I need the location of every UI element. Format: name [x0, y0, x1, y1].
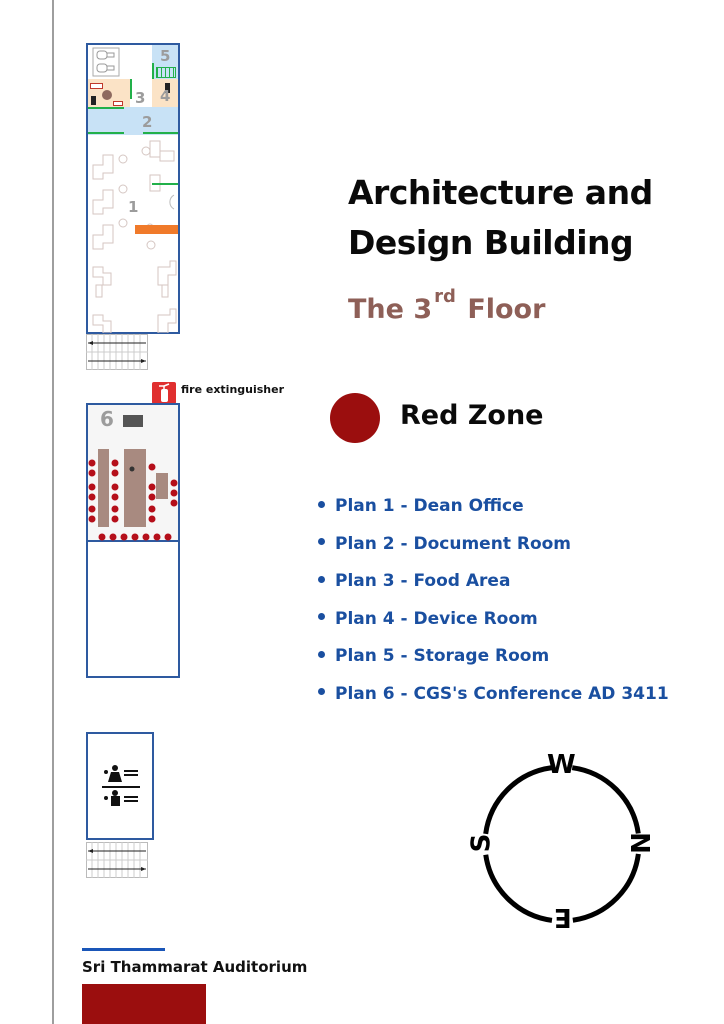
restroom-icon [102, 764, 140, 808]
plan-item-5 [318, 646, 669, 684]
fridge-icon [91, 96, 96, 105]
plan-item-label: Plan 4 - Device Room [335, 608, 538, 629]
door-marker [152, 63, 154, 79]
margin-line [52, 0, 54, 1024]
bullet-icon [318, 576, 325, 583]
compass-east: E [554, 902, 572, 932]
room-number-6: 6 [100, 407, 114, 431]
door-marker [143, 132, 178, 134]
bullet-icon [318, 688, 325, 695]
plan-item-label: Plan 5 - Storage Room [335, 646, 550, 666]
desk-orange [135, 225, 178, 234]
plan-item-label: Plan 6 - CGS's Conference AD 3411 [335, 683, 669, 704]
floor-word: Floor [467, 294, 546, 325]
bullet-icon [318, 613, 325, 620]
red-zone-dot-icon [330, 393, 380, 443]
stairs-icon [86, 334, 148, 370]
conference-seating [88, 443, 178, 541]
title-line-2: Design Building [348, 223, 634, 262]
footer-accent-line [82, 948, 165, 951]
plan-item-4 [318, 609, 669, 647]
floor-prefix: The 3 [348, 294, 433, 325]
plan-item-label: Plan 2 - Document Room [335, 533, 572, 554]
counter-icon [113, 101, 123, 106]
storage-shelf [156, 67, 176, 78]
footer-label: Sri Thammarat Auditorium [82, 958, 308, 976]
bullet-icon [318, 501, 325, 508]
fire-extinguisher-label: fire extinguisher [181, 383, 285, 396]
plan-item-6 [318, 684, 669, 722]
room-number-2: 2 [142, 113, 153, 131]
tv-screen-icon [123, 415, 143, 427]
door-marker [88, 132, 124, 134]
floor-ordinal: rd [434, 286, 456, 307]
footer-color-block [82, 984, 206, 1024]
plan-item-2 [318, 534, 669, 572]
plan-item-label: Plan 3 - Food Area [335, 571, 511, 591]
page-title [348, 168, 653, 268]
compass-west: W [547, 750, 576, 780]
floorplan-room-6 [86, 403, 180, 678]
room-number-3: 3 [135, 89, 146, 107]
room-number-5: 5 [160, 47, 171, 65]
compass-rose [466, 750, 654, 936]
bullet-icon [318, 651, 325, 658]
counter-icon [90, 83, 103, 89]
plan-list [318, 496, 669, 721]
stairs-icon [86, 842, 148, 878]
fire-extinguisher-icon [152, 382, 176, 404]
restroom-fixtures-icon [92, 47, 120, 77]
office-furniture [88, 135, 178, 333]
floorplan-rooms-1-5 [86, 43, 180, 334]
red-zone-label: Red Zone [400, 400, 544, 431]
room-number-4: 4 [160, 87, 171, 105]
plan-item-3 [318, 571, 669, 609]
door-marker [88, 107, 124, 109]
plan-item-label: Plan 1 - Dean Office [335, 496, 524, 516]
floor-label [348, 286, 546, 325]
room-2-document[interactable] [88, 107, 178, 135]
bullet-icon [318, 538, 325, 545]
room-number-1: 1 [128, 198, 139, 216]
plan-item-1 [318, 496, 669, 534]
restroom-block[interactable] [86, 732, 154, 840]
compass-north: N [623, 832, 654, 854]
round-table-icon [102, 90, 112, 100]
compass-south: S [466, 833, 497, 853]
door-marker [130, 79, 132, 99]
title-line-1: Architecture and [348, 173, 653, 212]
